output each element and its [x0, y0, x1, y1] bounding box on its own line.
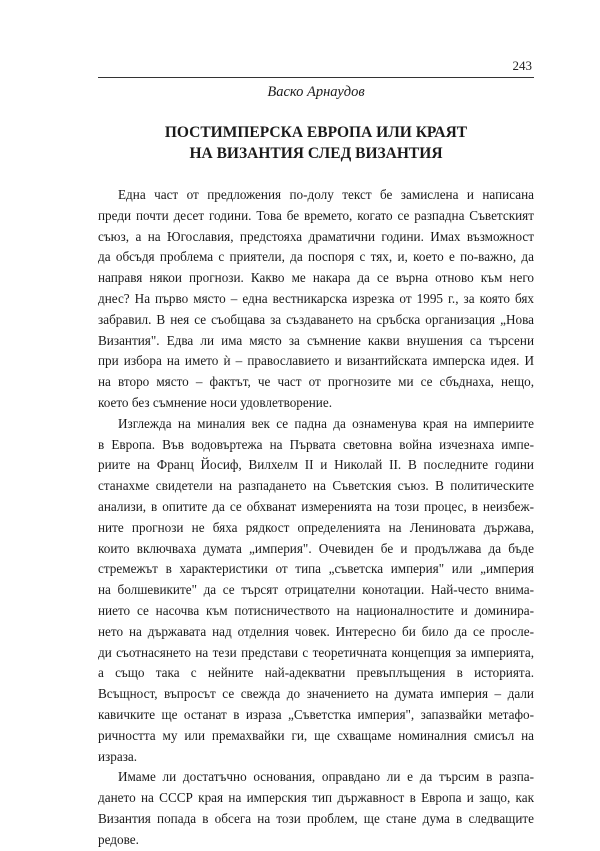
text-line: анализи, в опитите да се обхванат измеренията на този процес, в неизбеж- [98, 498, 534, 514]
title-line: ПОСТИМПЕРСКА ЕВРОПА ИЛИ КРАЯТ [164, 124, 468, 141]
text-line: ните прогнози не бяха рядкост определенията на Лениновата държава, [98, 519, 534, 535]
paragraph [98, 414, 534, 768]
text-line: ричността му или премахвайки ги, ще схващаме номиналния смисъл на [98, 727, 534, 743]
author-name: Васко Арнаудов [267, 84, 365, 100]
text-line: на болшевиките" да се търсят отрицателни конотации. Най-често внима- [98, 582, 534, 598]
text-line: Изглежда на миналия век се падна да ознаменува края на империите [118, 415, 534, 431]
text-line: дането на СССР края на имперския тип държавност в Европа и защо, как [98, 790, 534, 806]
title-line: НА ВИЗАНТИЯ СЛЕД ВИЗАНТИЯ [189, 145, 443, 162]
article-body [98, 185, 534, 851]
header-rule [98, 77, 534, 78]
paragraph [98, 767, 534, 850]
text-line: на второ място – фактът, че част от прогнозите ми се сбъднаха, нещо, [98, 374, 534, 390]
text-line: в Европа. Във водовъртежа на Първата световна война изчезнаха импе- [98, 436, 534, 452]
text-line: нето на държавата над отделния човек. Интересно би било да се просле- [98, 623, 534, 639]
article-title [98, 122, 534, 164]
text-line: при избора на името ѝ – православието и византийската имперска идея. И [98, 353, 534, 369]
text-line: а също така с нейните най-адекватни превъплъщения в историята. [98, 665, 534, 681]
text-line: стремежът в характеристики от типа „съветска империя" или „империя [98, 561, 534, 577]
text-line: преди почти десет години. Това бе времето, когато се разпадна Съветският [98, 207, 534, 223]
text-line: Византия попада в обсега на този проблем, ще стане дума в следващите [98, 810, 534, 826]
text-line: ди съотнасянето на тези представи с теоретичната концепция за империята, [98, 644, 534, 660]
text-line: Имаме ли достатъчно основания, оправдано ли е да търсим в разпа- [118, 769, 534, 785]
text-line: днес? На първо място – една вестникарска изрезка от 1995 г., за която бях [98, 290, 534, 306]
text-line: нието се насочва към потисничеството на националностите и доминира- [98, 602, 534, 618]
text-line: Византия". Едва ли има място за съмнение какви внушения са търсени [98, 332, 534, 348]
paragraph [98, 185, 534, 414]
text-line: станахме свидетели на разпадането на Съветския съюз. В политическите [98, 478, 534, 494]
text-line: направя някои прогнози. Какво ме накара да се върна отново към него [98, 270, 534, 286]
text-line: Една част от предложения по-долу текст бе замислена и написана [118, 187, 534, 202]
text-line: израза. [98, 748, 138, 764]
text-line: съюз, а на Югославия, предстояха драматични години. Имах възможност [98, 228, 534, 244]
text-line: което без съмнение носи удовлетворение. [98, 394, 333, 410]
text-line: забравил. В нея се съобщава за създаването на сръбска организация „Нова [98, 311, 534, 327]
text-line: редове. [98, 831, 139, 847]
text-line: да обсъдя проблема с приятели, да поспоря с тях, и, което е по-важно, да [98, 249, 534, 265]
text-line: които включваха думата „империя". Очевиден бе и продължава да бъде [98, 540, 534, 556]
text-line: кавичките ще останат в израза „Съветстка империя", запазвайки метафо- [98, 706, 534, 722]
page-number: 243 [512, 58, 532, 73]
text-line: Всъщност, въпросът се свежда до значението на думата империя – дали [98, 686, 534, 702]
text-line: риите на Франц Йосиф, Вилхелм II и Николай II. В последните години [98, 457, 534, 473]
